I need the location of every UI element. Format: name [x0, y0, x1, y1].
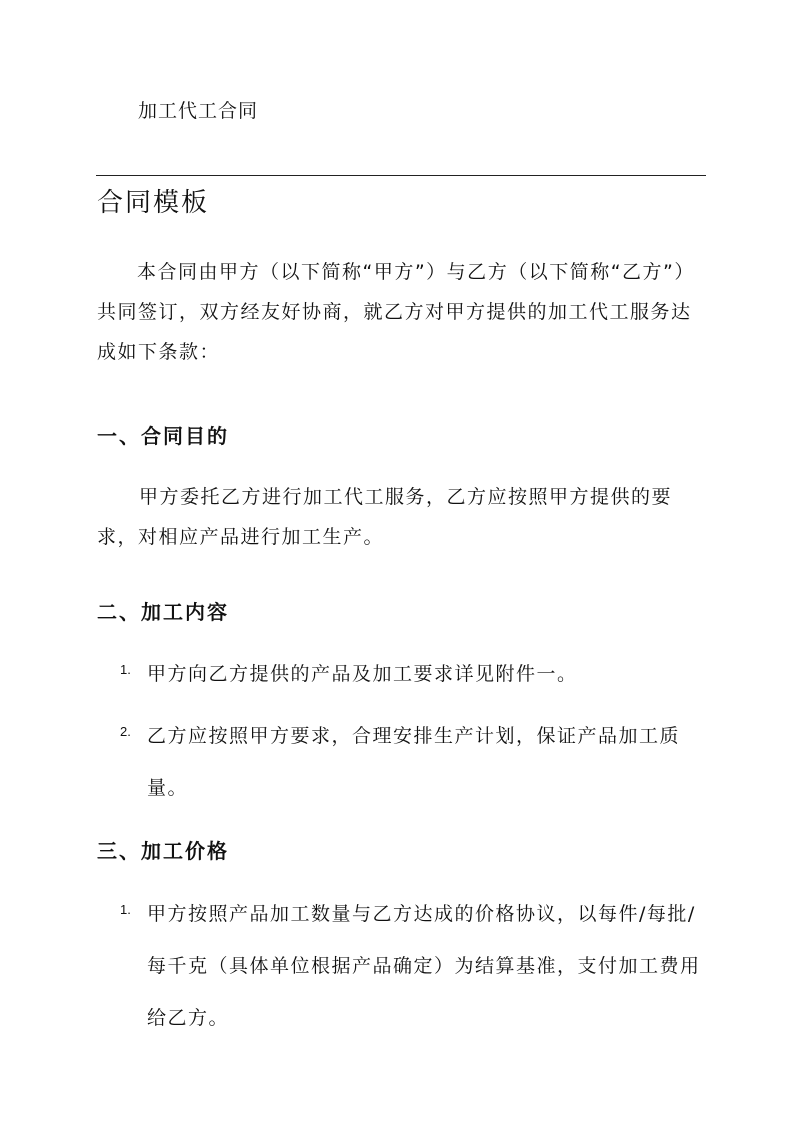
section-title-purpose: 一、合同目的 [97, 424, 229, 448]
list-item [120, 648, 710, 700]
section-title-content: 二、加工内容 [97, 600, 229, 624]
template-title: 合同模板 [97, 188, 210, 218]
section-title-price: 三、加工价格 [97, 839, 229, 863]
header-divider [96, 175, 706, 176]
list-item [120, 888, 710, 1044]
list-item-text: 乙方应按照甲方要求，合理安排生产计划，保证产品加工质量。 [147, 725, 681, 799]
list-item-number: 2. [120, 724, 131, 739]
list-item-text: 甲方按照产品加工数量与乙方达成的价格协议，以每件/每批/每千克（具体单位根据产品确定）为结算基准，支付加工费用给乙方。 [147, 903, 701, 1029]
list-item-text: 甲方向乙方提供的产品及加工要求详见附件一。 [147, 663, 578, 685]
intro-paragraph: 本合同由甲方（以下简称“甲方”）与乙方（以下简称“乙方”）共同签订，双方经友好协商，就乙方对甲方提供的加工代工服务达成如下条款： [97, 261, 695, 363]
section-paragraph-purpose: 甲方委托乙方进行加工代工服务，乙方应按照甲方提供的要求，对相应产品进行加工生产。 [97, 486, 673, 548]
list-item [120, 710, 710, 814]
list-item-number: 1. [120, 902, 131, 917]
document-heading: 加工代工合同 [138, 100, 259, 122]
list-item-number: 1. [120, 662, 131, 677]
